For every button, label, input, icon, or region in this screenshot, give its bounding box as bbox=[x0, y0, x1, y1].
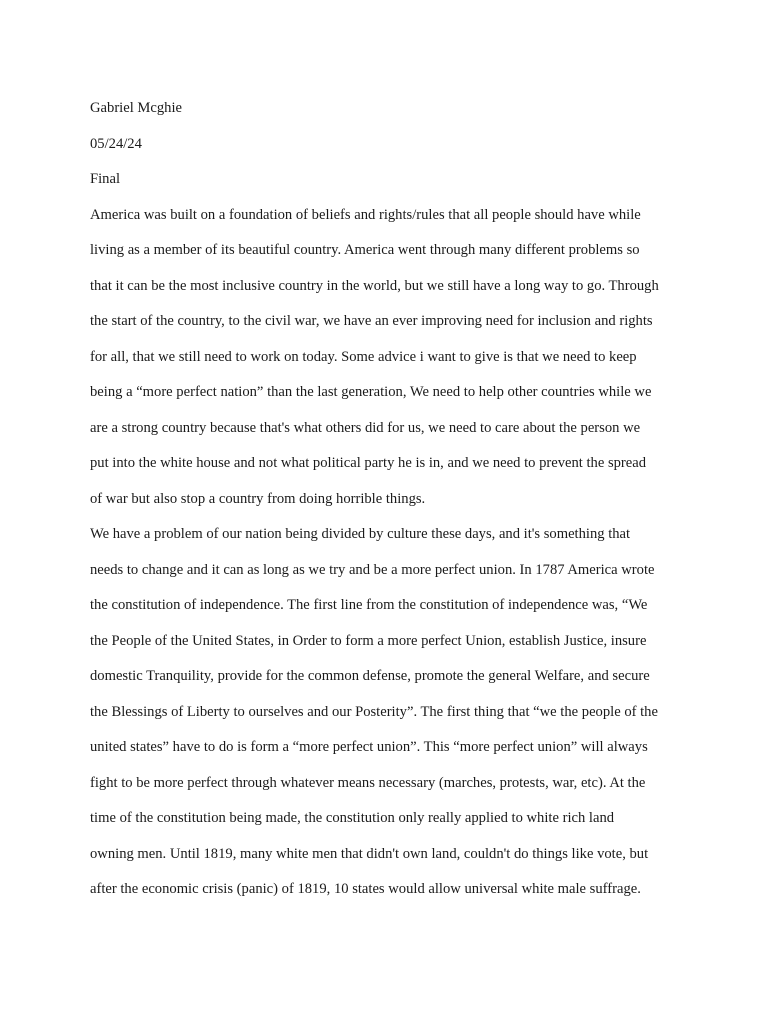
document-title: Final bbox=[90, 171, 120, 187]
paragraph-line: time of the constitution being made, the constitution only really applied to white rich land bbox=[90, 810, 615, 826]
paragraph-line: the start of the country, to the civil war, we have an ever improving need for inclusion and rights bbox=[90, 313, 653, 329]
paragraph-line: that it can be the most inclusive country in the world, but we still have a long way to go. Through bbox=[90, 277, 659, 294]
paragraph-1 bbox=[90, 198, 690, 518]
paragraph-line: domestic Tranquility, provide for the common defense, promote the general Welfare, and secure bbox=[90, 668, 650, 684]
paragraph-line: fight to be more perfect through whatever means necessary (marches, protests, war, etc). At the bbox=[90, 774, 646, 791]
paragraph-line: We have a problem of our nation being divided by culture these days, and it's something that bbox=[90, 526, 631, 542]
paragraph-line: after the economic crisis (panic) of 1819, 10 states would allow universal white male suffrage. bbox=[90, 881, 641, 897]
paragraph-line: the constitution of independence. The first line from the constitution of independence was, “We bbox=[90, 597, 648, 613]
paragraph-line: needs to change and it can as long as we try and be a more perfect union. In 1787 America wrote bbox=[90, 561, 655, 578]
paragraph-line: the People of the United States, in Order to form a more perfect Union, establish Justice, insure bbox=[90, 632, 647, 649]
paragraph-line: being a “more perfect nation” than the last generation, We need to help other countries while we bbox=[90, 384, 652, 400]
author-name: Gabriel Mcghie bbox=[90, 100, 182, 116]
paragraph-line: united states” have to do is form a “more perfect union”. This “more perfect union” will always bbox=[90, 739, 648, 755]
paragraph-line: the Blessings of Liberty to ourselves and our Posterity”. The first thing that “we the people of the bbox=[90, 703, 658, 720]
paragraph-line: owning men. Until 1819, many white men that didn't own land, couldn't do things like vote, but bbox=[90, 845, 649, 862]
paragraph-line: put into the white house and not what political party he is in, and we need to prevent the spread bbox=[90, 455, 647, 471]
paragraph-2 bbox=[90, 517, 690, 908]
document-body bbox=[90, 91, 690, 908]
paragraph-line: for all, that we still need to work on today. Some advice i want to give is that we need to keep bbox=[90, 348, 637, 365]
paragraph-line: of war but also stop a country from doing horrible things. bbox=[90, 490, 426, 507]
document-date: 05/24/24 bbox=[90, 135, 142, 152]
paragraph-line: America was built on a foundation of beliefs and rights/rules that all people should have while bbox=[90, 206, 641, 223]
paragraph-line: are a strong country because that's what others did for us, we need to care about the person we bbox=[90, 419, 641, 436]
paragraph-line: living as a member of its beautiful country. America went through many different problems so bbox=[90, 242, 640, 258]
